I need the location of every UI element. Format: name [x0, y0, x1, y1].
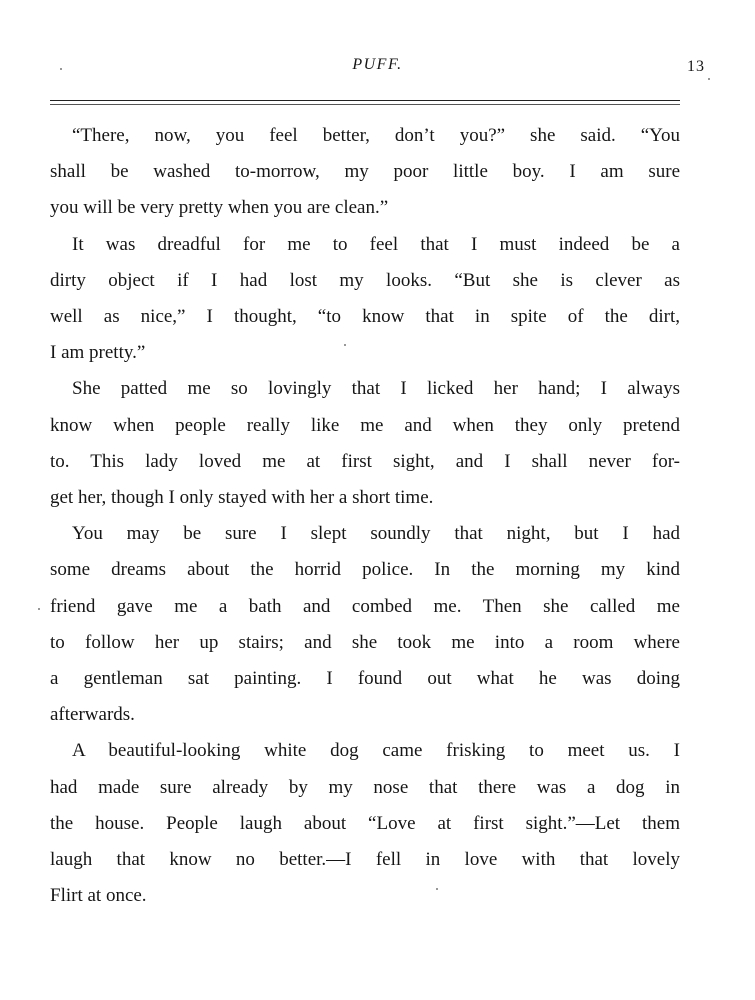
text-line: get her, though I only stayed with her a short time.: [50, 487, 434, 509]
text-line: I am pretty.”: [50, 342, 146, 364]
text-line: to. This lady loved me at first sight, and I shall never for-: [50, 450, 680, 472]
text-line: You may be sure I slept soundly that night, but I had: [72, 523, 680, 545]
paragraph-5: [50, 733, 680, 914]
print-speck: [60, 68, 62, 70]
text-line: shall be washed to-morrow, my poor little boy. I am sure: [50, 161, 680, 183]
page-number: 13: [687, 58, 705, 75]
text-line: It was dreadful for me to feel that I must indeed be a: [72, 233, 680, 255]
text-line: to follow her up stairs; and she took me into a room where: [50, 631, 680, 653]
paragraph-2: [50, 227, 680, 372]
text-line: a gentleman sat painting. I found out what he was doing: [50, 668, 680, 690]
print-speck: [708, 78, 710, 80]
text-line: friend gave me a bath and combed me. Then she called me: [50, 595, 680, 617]
body-text: [50, 118, 680, 914]
text-line: dirty object if I had lost my looks. “But she is clever as: [50, 269, 680, 291]
page-header: [50, 56, 705, 90]
text-line: some dreams about the horrid police. In the morning my kind: [50, 559, 680, 581]
print-speck: [38, 608, 40, 610]
paragraph-3: [50, 371, 680, 516]
paragraph-1: [50, 118, 680, 227]
text-line: know when people really like me and when they only pretend: [50, 414, 680, 436]
text-line: Flirt at once.: [50, 885, 147, 907]
running-head: PUFF.: [352, 56, 403, 73]
paragraph-4: [50, 516, 680, 733]
text-line: “There, now, you feel better, don’t you?” she said. “You: [72, 125, 680, 146]
text-line: afterwards.: [50, 704, 135, 726]
text-line: A beautiful-looking white dog came frisking to meet us. I: [72, 740, 680, 762]
print-speck: [436, 888, 438, 890]
text-line: She patted me so lovingly that I licked her hand; I always: [72, 378, 680, 400]
text-line: laugh that know no better.—I fell in love with that lovely: [50, 849, 680, 871]
header-rule-thin: [50, 104, 680, 105]
text-line: you will be very pretty when you are clean.”: [50, 197, 389, 219]
text-line: had made sure already by my nose that there was a dog in: [50, 776, 680, 798]
text-line: the house. People laugh about “Love at first sight.”—Let them: [50, 812, 680, 834]
text-line: well as nice,” I thought, “to know that in spite of the dirt,: [50, 306, 680, 328]
print-speck: [344, 344, 346, 346]
header-rule: [50, 100, 680, 101]
